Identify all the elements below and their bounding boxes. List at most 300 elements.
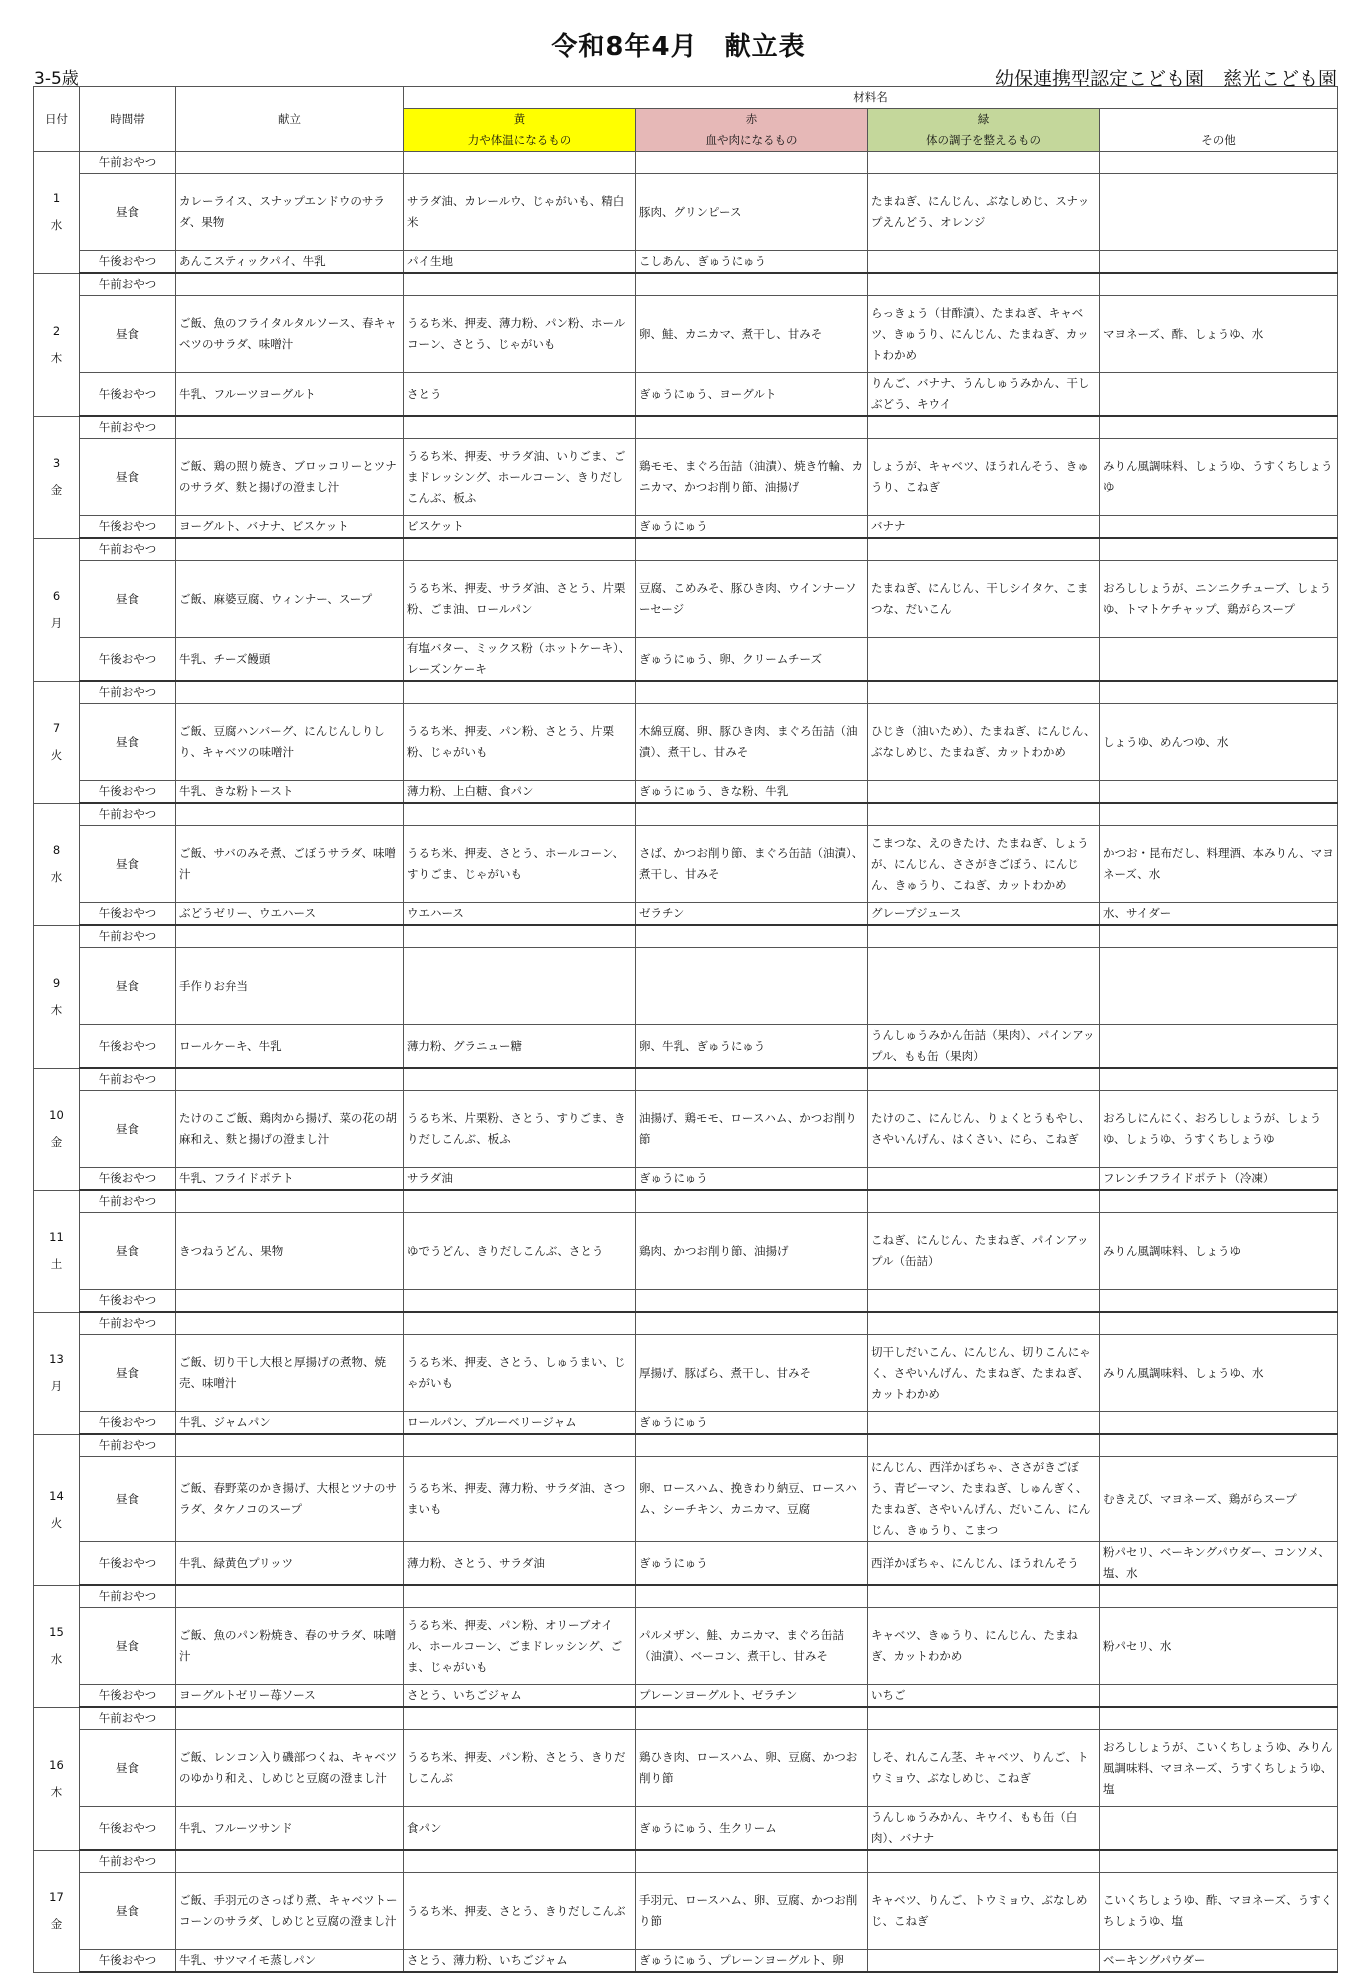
ingredient-yellow-cell: うるち米、片栗粉、さとう、すりごま、きりだしこんぶ、板ふ — [404, 1091, 636, 1168]
ingredient-green-cell: しそ、れんこん茎、キャベツ、りんご、トウミョウ、ぶなしめじ、こねぎ — [868, 1730, 1100, 1807]
day-row-pm — [34, 1685, 1338, 1708]
day-row-pm — [34, 373, 1338, 417]
ingredient-yellow-cell: ウエハース — [404, 903, 636, 926]
day-row-am — [34, 416, 1338, 439]
menu-cell: たけのこご飯、鶏肉から揚げ、菜の花の胡麻和え、麩と揚げの澄まし汁 — [176, 1091, 404, 1168]
weekday: 水 — [50, 1652, 63, 1666]
weekday: 木 — [50, 350, 63, 365]
day-row-am — [34, 538, 1338, 561]
ingredient-other-cell — [1100, 803, 1338, 826]
menu-cell: 牛乳、フルーツサンド — [176, 1807, 404, 1851]
ingredient-yellow-cell: さとう、いちごジャム — [404, 1685, 636, 1708]
day-number: 8 — [52, 843, 61, 857]
day-number: 2 — [52, 323, 61, 338]
ingredient-other-cell — [1100, 152, 1338, 174]
ingredient-green-cell — [868, 925, 1100, 948]
ingredient-green-cell — [868, 1434, 1100, 1457]
ingredient-other-cell: おろししょうが、ニンニクチューブ、しょうゆ、トマトケチャップ、鶏がらスープ — [1100, 561, 1338, 638]
menu-table — [33, 86, 1338, 1973]
ingredient-green-cell — [868, 273, 1100, 296]
day-row-lunch — [34, 1730, 1338, 1807]
time-slot-label: 午後おやつ — [80, 251, 176, 274]
ingredient-red-cell: 豚肉、グリンピース — [636, 174, 868, 251]
ingredient-yellow-cell: うるち米、押麦、サラダ油、いりごま、ごまドレッシング、ホールコーン、きりだしこんぶ、板ふ — [404, 439, 636, 516]
header-other-title: その他 — [1201, 133, 1236, 147]
menu-cell — [176, 416, 404, 439]
day-number: 10 — [49, 1108, 64, 1122]
ingredient-other-cell — [1100, 1850, 1338, 1873]
time-slot-label: 午後おやつ — [80, 1168, 176, 1191]
day-cell — [34, 1190, 80, 1312]
menu-cell: ご飯、春野菜のかき揚げ、大根とツナのサラダ、タケノコのスープ — [176, 1457, 404, 1542]
page-title: 令和8年4月 献立表 — [551, 32, 806, 62]
ingredient-other-cell: みりん風調味料、しょうゆ、うすくちしょうゆ — [1100, 439, 1338, 516]
time-slot-label: 午後おやつ — [80, 1412, 176, 1435]
time-slot-label: 午後おやつ — [80, 516, 176, 539]
ingredient-green-cell: たまねぎ、にんじん、ぶなしめじ、スナップえんどう、オレンジ — [868, 174, 1100, 251]
ingredient-yellow-cell — [404, 1290, 636, 1313]
ingredient-other-cell — [1100, 1068, 1338, 1091]
ingredient-yellow-cell — [404, 681, 636, 704]
weekday: 月 — [50, 615, 63, 630]
ingredient-red-cell — [636, 803, 868, 826]
ingredient-green-cell — [868, 1312, 1100, 1335]
school-name: 幼保連携型認定こども園 慈光こども園 — [994, 68, 1337, 90]
menu-cell: カレーライス、スナップエンドウのサラダ、果物 — [176, 174, 404, 251]
menu-cell: ご飯、サバのみそ煮、ごぼうサラダ、味噌汁 — [176, 826, 404, 903]
day-row-am — [34, 1190, 1338, 1213]
menu-cell: 牛乳、フライドポテト — [176, 1168, 404, 1191]
day-row-am — [34, 1068, 1338, 1091]
ingredient-red-cell: ぎゅうにゅう — [636, 1412, 868, 1435]
ingredient-red-cell: さば、かつお削り節、まぐろ缶詰（油漬）、煮干し、甘みそ — [636, 826, 868, 903]
ingredient-other-cell — [1100, 781, 1338, 804]
ingredient-yellow-cell: うるち米、押麦、サラダ油、さとう、片栗粉、ごま油、ロールパン — [404, 561, 636, 638]
ingredient-other-cell — [1100, 416, 1338, 439]
day-cell — [34, 1068, 80, 1190]
ingredient-other-cell — [1100, 925, 1338, 948]
day-row-lunch — [34, 1457, 1338, 1542]
ingredient-green-cell: 切干しだいこん、にんじん、切りこんにゃく、さやいんげん、たまねぎ、たまねぎ、カットわかめ — [868, 1335, 1100, 1412]
day-cell — [34, 803, 80, 925]
ingredient-red-cell: ぎゅうにゅう、ヨーグルト — [636, 373, 868, 417]
header-yellow-subtitle: 力や体温になるもの — [467, 133, 572, 147]
time-slot-label: 午前おやつ — [80, 152, 176, 174]
ingredient-green-cell — [868, 251, 1100, 274]
time-slot-label: 昼食 — [80, 1608, 176, 1685]
ingredient-red-cell — [636, 1434, 868, 1457]
menu-cell: ご飯、魚のフライタルタルソース、春キャベツのサラダ、味噌汁 — [176, 296, 404, 373]
ingredient-yellow-cell: ビスケット — [404, 516, 636, 539]
ingredient-red-cell — [636, 416, 868, 439]
ingredient-other-cell: 粉パセリ、ベーキングパウダー、コンソメ、塩、水 — [1100, 1542, 1338, 1586]
ingredient-yellow-cell — [404, 925, 636, 948]
ingredient-red-cell: 鶏肉、かつお削り節、油揚げ — [636, 1213, 868, 1290]
day-row-am — [34, 1312, 1338, 1335]
time-slot-label: 午前おやつ — [80, 538, 176, 561]
day-cell — [34, 273, 80, 416]
ingredient-green-cell: りんご、バナナ、うんしゅうみかん、干しぶどう、キウイ — [868, 373, 1100, 417]
day-row-pm — [34, 1290, 1338, 1313]
header-red — [636, 109, 868, 152]
ingredient-other-cell: しょうゆ、めんつゆ、水 — [1100, 704, 1338, 781]
ingredient-yellow-cell: うるち米、押麦、パン粉、オリーブオイル、ホールコーン、ごまドレッシング、ごま、じゃがいも — [404, 1608, 636, 1685]
ingredient-yellow-cell: パイ生地 — [404, 251, 636, 274]
ingredient-other-cell — [1100, 373, 1338, 417]
day-cell — [34, 1850, 80, 1972]
ingredient-yellow-cell — [404, 1850, 636, 1873]
ingredient-other-cell: おろしにんにく、おろししょうが、しょうゆ、しょうゆ、うすくちしょうゆ — [1100, 1091, 1338, 1168]
menu-cell: 牛乳、きな粉トースト — [176, 781, 404, 804]
time-slot-label: 午後おやつ — [80, 1950, 176, 1973]
ingredient-red-cell — [636, 1312, 868, 1335]
ingredient-yellow-cell: 食パン — [404, 1807, 636, 1851]
ingredient-other-cell: 水、サイダー — [1100, 903, 1338, 926]
ingredient-red-cell: ぎゅうにゅう、きな粉、牛乳 — [636, 781, 868, 804]
ingredient-yellow-cell: サラダ油、カレールウ、じゃがいも、精白米 — [404, 174, 636, 251]
ingredient-green-cell — [868, 803, 1100, 826]
ingredient-red-cell — [636, 1707, 868, 1730]
day-row-am — [34, 681, 1338, 704]
ingredient-green-cell — [868, 1707, 1100, 1730]
ingredient-yellow-cell: ゆでうどん、きりだしこんぶ、さとう — [404, 1213, 636, 1290]
ingredient-green-cell: たけのこ、にんじん、りょくとうもやし、さやいんげん、はくさい、にら、こねぎ — [868, 1091, 1100, 1168]
menu-cell: あんこスティックパイ、牛乳 — [176, 251, 404, 274]
day-number: 7 — [52, 721, 61, 735]
ingredient-green-cell — [868, 1290, 1100, 1313]
time-slot-label: 昼食 — [80, 1730, 176, 1807]
ingredient-other-cell: 粉パセリ、水 — [1100, 1608, 1338, 1685]
ingredient-yellow-cell: 薄力粉、上白糖、食パン — [404, 781, 636, 804]
menu-cell: ロールケーキ、牛乳 — [176, 1025, 404, 1069]
ingredient-green-cell — [868, 1068, 1100, 1091]
day-number: 13 — [49, 1352, 64, 1366]
day-row-pm — [34, 1412, 1338, 1435]
day-row-pm — [34, 1950, 1338, 1973]
ingredient-red-cell — [636, 273, 868, 296]
time-slot-label: 午前おやつ — [80, 1068, 176, 1091]
time-slot-label: 昼食 — [80, 1457, 176, 1542]
day-row-am — [34, 803, 1338, 826]
ingredient-red-cell — [636, 1850, 868, 1873]
ingredient-other-cell: ベーキングパウダー — [1100, 1950, 1338, 1973]
ingredient-green-cell: 西洋かぼちゃ、にんじん、ほうれんそう — [868, 1542, 1100, 1586]
ingredient-other-cell — [1100, 1412, 1338, 1435]
day-number: 17 — [49, 1890, 64, 1904]
time-slot-label: 午後おやつ — [80, 781, 176, 804]
day-row-lunch — [34, 1335, 1338, 1412]
ingredient-yellow-cell — [404, 1585, 636, 1608]
header-green-subtitle: 体の調子を整えるもの — [926, 133, 1041, 147]
ingredient-other-cell — [1100, 516, 1338, 539]
ingredient-green-cell: にんじん、西洋かぼちゃ、ささがきごぼう、青ピーマン、たまねぎ、しゅんぎく、たまねぎ、さやいんげん、だいこん、にんじん、きゅうり、こまつ — [868, 1457, 1100, 1542]
ingredient-green-cell: うんしゅうみかん、キウイ、もも缶（白肉）、バナナ — [868, 1807, 1100, 1851]
day-row-pm — [34, 638, 1338, 682]
ingredient-yellow-cell — [404, 803, 636, 826]
ingredient-yellow-cell: うるち米、押麦、薄力粉、サラダ油、さつまいも — [404, 1457, 636, 1542]
day-row-pm — [34, 1807, 1338, 1851]
ingredient-red-cell: 卵、鮭、カニカマ、煮干し、甘みそ — [636, 296, 868, 373]
menu-cell: ご飯、手羽元のさっぱり煮、キャベツトーコーンのサラダ、しめじと豆腐の澄まし汁 — [176, 1873, 404, 1950]
time-slot-label: 昼食 — [80, 948, 176, 1025]
day-row-lunch — [34, 1091, 1338, 1168]
day-row-lunch — [34, 439, 1338, 516]
weekday: 水 — [50, 218, 63, 233]
ingredient-red-cell: こしあん、ぎゅうにゅう — [636, 251, 868, 274]
ingredient-green-cell: いちご — [868, 1685, 1100, 1708]
time-slot-label: 昼食 — [80, 826, 176, 903]
ingredient-red-cell: 卵、ロースハム、挽きわり納豆、ロースハム、シーチキン、カニカマ、豆腐 — [636, 1457, 868, 1542]
day-row-pm — [34, 903, 1338, 926]
ingredient-green-cell: らっきょう（甘酢漬）、たまねぎ、キャベツ、きゅうり、にんじん、たまねぎ、カットわかめ — [868, 296, 1100, 373]
time-slot-label: 午前おやつ — [80, 416, 176, 439]
ingredient-other-cell — [1100, 1707, 1338, 1730]
menu-cell — [176, 538, 404, 561]
ingredient-other-cell: こいくちしょうゆ、酢、マヨネーズ、うすくちしょうゆ、塩 — [1100, 1873, 1338, 1950]
ingredient-other-cell: フレンチフライドポテト（冷凍） — [1100, 1168, 1338, 1191]
day-number: 3 — [52, 456, 61, 470]
day-row-pm — [34, 516, 1338, 539]
day-cell — [34, 925, 80, 1068]
ingredient-red-cell: 木綿豆腐、卵、豚ひき肉、まぐろ缶詰（油漬）、煮干し、甘みそ — [636, 704, 868, 781]
time-slot-label: 午前おやつ — [80, 925, 176, 948]
ingredient-yellow-cell: うるち米、押麦、さとう、きりだしこんぶ — [404, 1873, 636, 1950]
weekday: 金 — [50, 1917, 63, 1931]
day-number: 14 — [49, 1488, 64, 1503]
ingredient-yellow-cell: さとう — [404, 373, 636, 417]
ingredient-red-cell: ぎゅうにゅう — [636, 1542, 868, 1586]
day-row-lunch — [34, 826, 1338, 903]
menu-cell: ご飯、レンコン入り磯部つくね、キャベツのゆかり和え、しめじと豆腐の澄まし汁 — [176, 1730, 404, 1807]
menu-cell: ご飯、鶏の照り焼き、ブロッコリーとツナのサラダ、麩と揚げの澄まし汁 — [176, 439, 404, 516]
menu-cell: ヨーグルトゼリー苺ソース — [176, 1685, 404, 1708]
ingredient-yellow-cell: うるち米、押麦、さとう、ホールコーン、すりごま、じゃがいも — [404, 826, 636, 903]
weekday: 水 — [50, 870, 63, 884]
ingredient-yellow-cell: うるち米、押麦、パン粉、さとう、片栗粉、じゃがいも — [404, 704, 636, 781]
time-slot-label: 午後おやつ — [80, 903, 176, 926]
header-red-subtitle: 血や肉になるもの — [705, 133, 798, 147]
ingredient-green-cell — [868, 1412, 1100, 1435]
ingredient-red-cell — [636, 152, 868, 174]
ingredient-green-cell — [868, 638, 1100, 682]
day-row-pm — [34, 781, 1338, 804]
ingredient-green-cell — [868, 681, 1100, 704]
menu-cell — [176, 1707, 404, 1730]
ingredient-green-cell: バナナ — [868, 516, 1100, 539]
header-materials: 材料名 — [404, 87, 1338, 109]
time-slot-label: 昼食 — [80, 439, 176, 516]
ingredient-green-cell: うんしゅうみかん缶詰（果肉）、パインアップル、もも缶（果肉） — [868, 1025, 1100, 1069]
ingredient-green-cell — [868, 781, 1100, 804]
ingredient-red-cell — [636, 538, 868, 561]
time-slot-label: 昼食 — [80, 174, 176, 251]
time-slot-label: 昼食 — [80, 1213, 176, 1290]
day-row-am — [34, 1850, 1338, 1873]
day-row-lunch — [34, 948, 1338, 1025]
ingredient-red-cell: ぎゅうにゅう、プレーンヨーグルト、卵 — [636, 1950, 868, 1973]
day-row-am — [34, 1585, 1338, 1608]
ingredient-green-cell: キャベツ、きゅうり、にんじん、たまねぎ、カットわかめ — [868, 1608, 1100, 1685]
ingredient-green-cell: しょうが、キャベツ、ほうれんそう、きゅうり、こねぎ — [868, 439, 1100, 516]
ingredient-yellow-cell: ロールパン、ブルーベリージャム — [404, 1412, 636, 1435]
ingredient-other-cell — [1100, 1685, 1338, 1708]
ingredient-other-cell: おろししょうが、こいくちしょうゆ、みりん風調味料、マヨネーズ、うすくちしょうゆ、塩 — [1100, 1730, 1338, 1807]
ingredient-yellow-cell — [404, 948, 636, 1025]
ingredient-yellow-cell — [404, 273, 636, 296]
weekday: 火 — [50, 1515, 63, 1530]
ingredient-red-cell: プレーンヨーグルト、ゼラチン — [636, 1685, 868, 1708]
time-slot-label: 昼食 — [80, 1873, 176, 1950]
header-date: 日付 — [34, 87, 80, 152]
ingredient-other-cell — [1100, 1190, 1338, 1213]
time-slot-label: 午後おやつ — [80, 1025, 176, 1069]
time-slot-label: 昼食 — [80, 561, 176, 638]
weekday: 金 — [50, 1135, 63, 1149]
menu-cell — [176, 925, 404, 948]
header-yellow — [404, 109, 636, 152]
ingredient-other-cell: かつお・昆布だし、料理酒、本みりん、マヨネーズ、水 — [1100, 826, 1338, 903]
menu-cell: ご飯、豆腐ハンバーグ、にんじんしりしり、キャベツの味噌汁 — [176, 704, 404, 781]
time-slot-label: 午前おやつ — [80, 273, 176, 296]
menu-cell — [176, 681, 404, 704]
ingredient-red-cell: 手羽元、ロースハム、卵、豆腐、かつお削り節 — [636, 1873, 868, 1950]
ingredient-yellow-cell: うるち米、押麦、パン粉、さとう、きりだしこんぶ — [404, 1730, 636, 1807]
ingredient-other-cell — [1100, 948, 1338, 1025]
ingredient-red-cell — [636, 681, 868, 704]
ingredient-green-cell — [868, 1585, 1100, 1608]
weekday: 金 — [50, 483, 63, 497]
menu-cell: 手作りお弁当 — [176, 948, 404, 1025]
ingredient-green-cell — [868, 1950, 1100, 1973]
day-cell — [34, 681, 80, 803]
time-slot-label: 昼食 — [80, 1335, 176, 1412]
day-number: 11 — [49, 1230, 64, 1244]
menu-cell — [176, 273, 404, 296]
ingredient-yellow-cell — [404, 152, 636, 174]
time-slot-label: 午前おやつ — [80, 681, 176, 704]
ingredient-green-cell — [868, 948, 1100, 1025]
ingredient-green-cell: キャベツ、りんご、トウミョウ、ぶなしめじ、こねぎ — [868, 1873, 1100, 1950]
day-number: 1 — [52, 191, 61, 206]
ingredient-yellow-cell: 薄力粉、さとう、サラダ油 — [404, 1542, 636, 1586]
day-cell — [34, 538, 80, 681]
header-time: 時間帯 — [80, 87, 176, 152]
menu-cell: 牛乳、フルーツヨーグルト — [176, 373, 404, 417]
ingredient-red-cell — [636, 925, 868, 948]
ingredient-red-cell: ぎゅうにゅう、卵、クリームチーズ — [636, 638, 868, 682]
ingredient-red-cell — [636, 1290, 868, 1313]
day-number: 9 — [52, 975, 61, 990]
ingredient-other-cell: みりん風調味料、しょうゆ — [1100, 1213, 1338, 1290]
ingredient-other-cell — [1100, 638, 1338, 682]
time-slot-label: 午前おやつ — [80, 1190, 176, 1213]
time-slot-label: 午前おやつ — [80, 1585, 176, 1608]
menu-cell: ご飯、切り干し大根と厚揚げの煮物、焼売、味噌汁 — [176, 1335, 404, 1412]
ingredient-other-cell: マヨネーズ、酢、しょうゆ、水 — [1100, 296, 1338, 373]
ingredient-other-cell — [1100, 538, 1338, 561]
ingredient-other-cell: みりん風調味料、しょうゆ、水 — [1100, 1335, 1338, 1412]
ingredient-red-cell: 鶏ひき肉、ロースハム、卵、豆腐、かつお削り節 — [636, 1730, 868, 1807]
ingredient-yellow-cell — [404, 1068, 636, 1091]
time-slot-label: 午前おやつ — [80, 1850, 176, 1873]
ingredient-green-cell — [868, 1850, 1100, 1873]
day-cell — [34, 1707, 80, 1850]
ingredient-red-cell — [636, 1585, 868, 1608]
menu-cell — [176, 1434, 404, 1457]
ingredient-other-cell — [1100, 251, 1338, 274]
time-slot-label: 午後おやつ — [80, 373, 176, 417]
header-red-title: 赤 — [745, 112, 758, 126]
ingredient-green-cell: こねぎ、にんじん、たまねぎ、パインアップル（缶詰） — [868, 1213, 1100, 1290]
ingredient-red-cell: 卵、牛乳、ぎゅうにゅう — [636, 1025, 868, 1069]
menu-cell — [176, 1190, 404, 1213]
menu-cell: ご飯、魚のパン粉焼き、春のサラダ、味噌汁 — [176, 1608, 404, 1685]
day-row-am — [34, 273, 1338, 296]
menu-cell — [176, 1585, 404, 1608]
menu-cell: ヨーグルト、バナナ、ビスケット — [176, 516, 404, 539]
header-yellow-title: 黄 — [513, 112, 526, 126]
day-row-lunch — [34, 704, 1338, 781]
ingredient-yellow-cell — [404, 1190, 636, 1213]
day-row-lunch — [34, 1873, 1338, 1950]
time-slot-label: 午前おやつ — [80, 1434, 176, 1457]
time-slot-label: 昼食 — [80, 704, 176, 781]
header-green — [868, 109, 1100, 152]
day-row-am — [34, 925, 1338, 948]
age-group-label: 3-5歳 — [34, 69, 79, 89]
header-menu: 献立 — [176, 87, 404, 152]
ingredient-red-cell: 油揚げ、鶏モモ、ロースハム、かつお削り節 — [636, 1091, 868, 1168]
ingredient-yellow-cell: 有塩バター、ミックス粉（ホットケーキ）、レーズンケーキ — [404, 638, 636, 682]
time-slot-label: 午前おやつ — [80, 803, 176, 826]
menu-cell: 牛乳、緑黄色プリッツ — [176, 1542, 404, 1586]
day-row-am — [34, 1434, 1338, 1457]
time-slot-label: 昼食 — [80, 1091, 176, 1168]
ingredient-green-cell — [868, 538, 1100, 561]
ingredient-green-cell — [868, 416, 1100, 439]
menu-cell: ご飯、麻婆豆腐、ウィンナー、スープ — [176, 561, 404, 638]
ingredient-red-cell — [636, 948, 868, 1025]
time-slot-label: 午後おやつ — [80, 1290, 176, 1313]
time-slot-label: 午前おやつ — [80, 1312, 176, 1335]
menu-cell: 牛乳、サツマイモ蒸しパン — [176, 1950, 404, 1973]
time-slot-label: 午後おやつ — [80, 1542, 176, 1586]
ingredient-yellow-cell — [404, 1434, 636, 1457]
ingredient-yellow-cell — [404, 416, 636, 439]
ingredient-green-cell — [868, 152, 1100, 174]
ingredient-yellow-cell: さとう、薄力粉、いちごジャム — [404, 1950, 636, 1973]
time-slot-label: 午後おやつ — [80, 1807, 176, 1851]
day-row-am — [34, 1707, 1338, 1730]
ingredient-other-cell — [1100, 1312, 1338, 1335]
ingredient-yellow-cell — [404, 1707, 636, 1730]
day-row-am — [34, 152, 1338, 174]
menu-cell: 牛乳、チーズ饅頭 — [176, 638, 404, 682]
day-cell — [34, 1585, 80, 1707]
ingredient-red-cell: ぎゅうにゅう — [636, 1168, 868, 1191]
day-row-lunch — [34, 1608, 1338, 1685]
day-row-pm — [34, 251, 1338, 274]
menu-cell — [176, 152, 404, 174]
ingredient-red-cell: パルメザン、鮭、カニカマ、まぐろ缶詰（油漬）、ベーコン、煮干し、甘みそ — [636, 1608, 868, 1685]
ingredient-red-cell: ぎゅうにゅう — [636, 516, 868, 539]
menu-cell — [176, 1290, 404, 1313]
ingredient-other-cell — [1100, 1290, 1338, 1313]
menu-cell — [176, 803, 404, 826]
ingredient-red-cell: 鶏モモ、まぐろ缶詰（油漬）、焼き竹輪、カニカマ、かつお削り節、油揚げ — [636, 439, 868, 516]
day-number: 6 — [52, 588, 61, 603]
ingredient-yellow-cell — [404, 538, 636, 561]
